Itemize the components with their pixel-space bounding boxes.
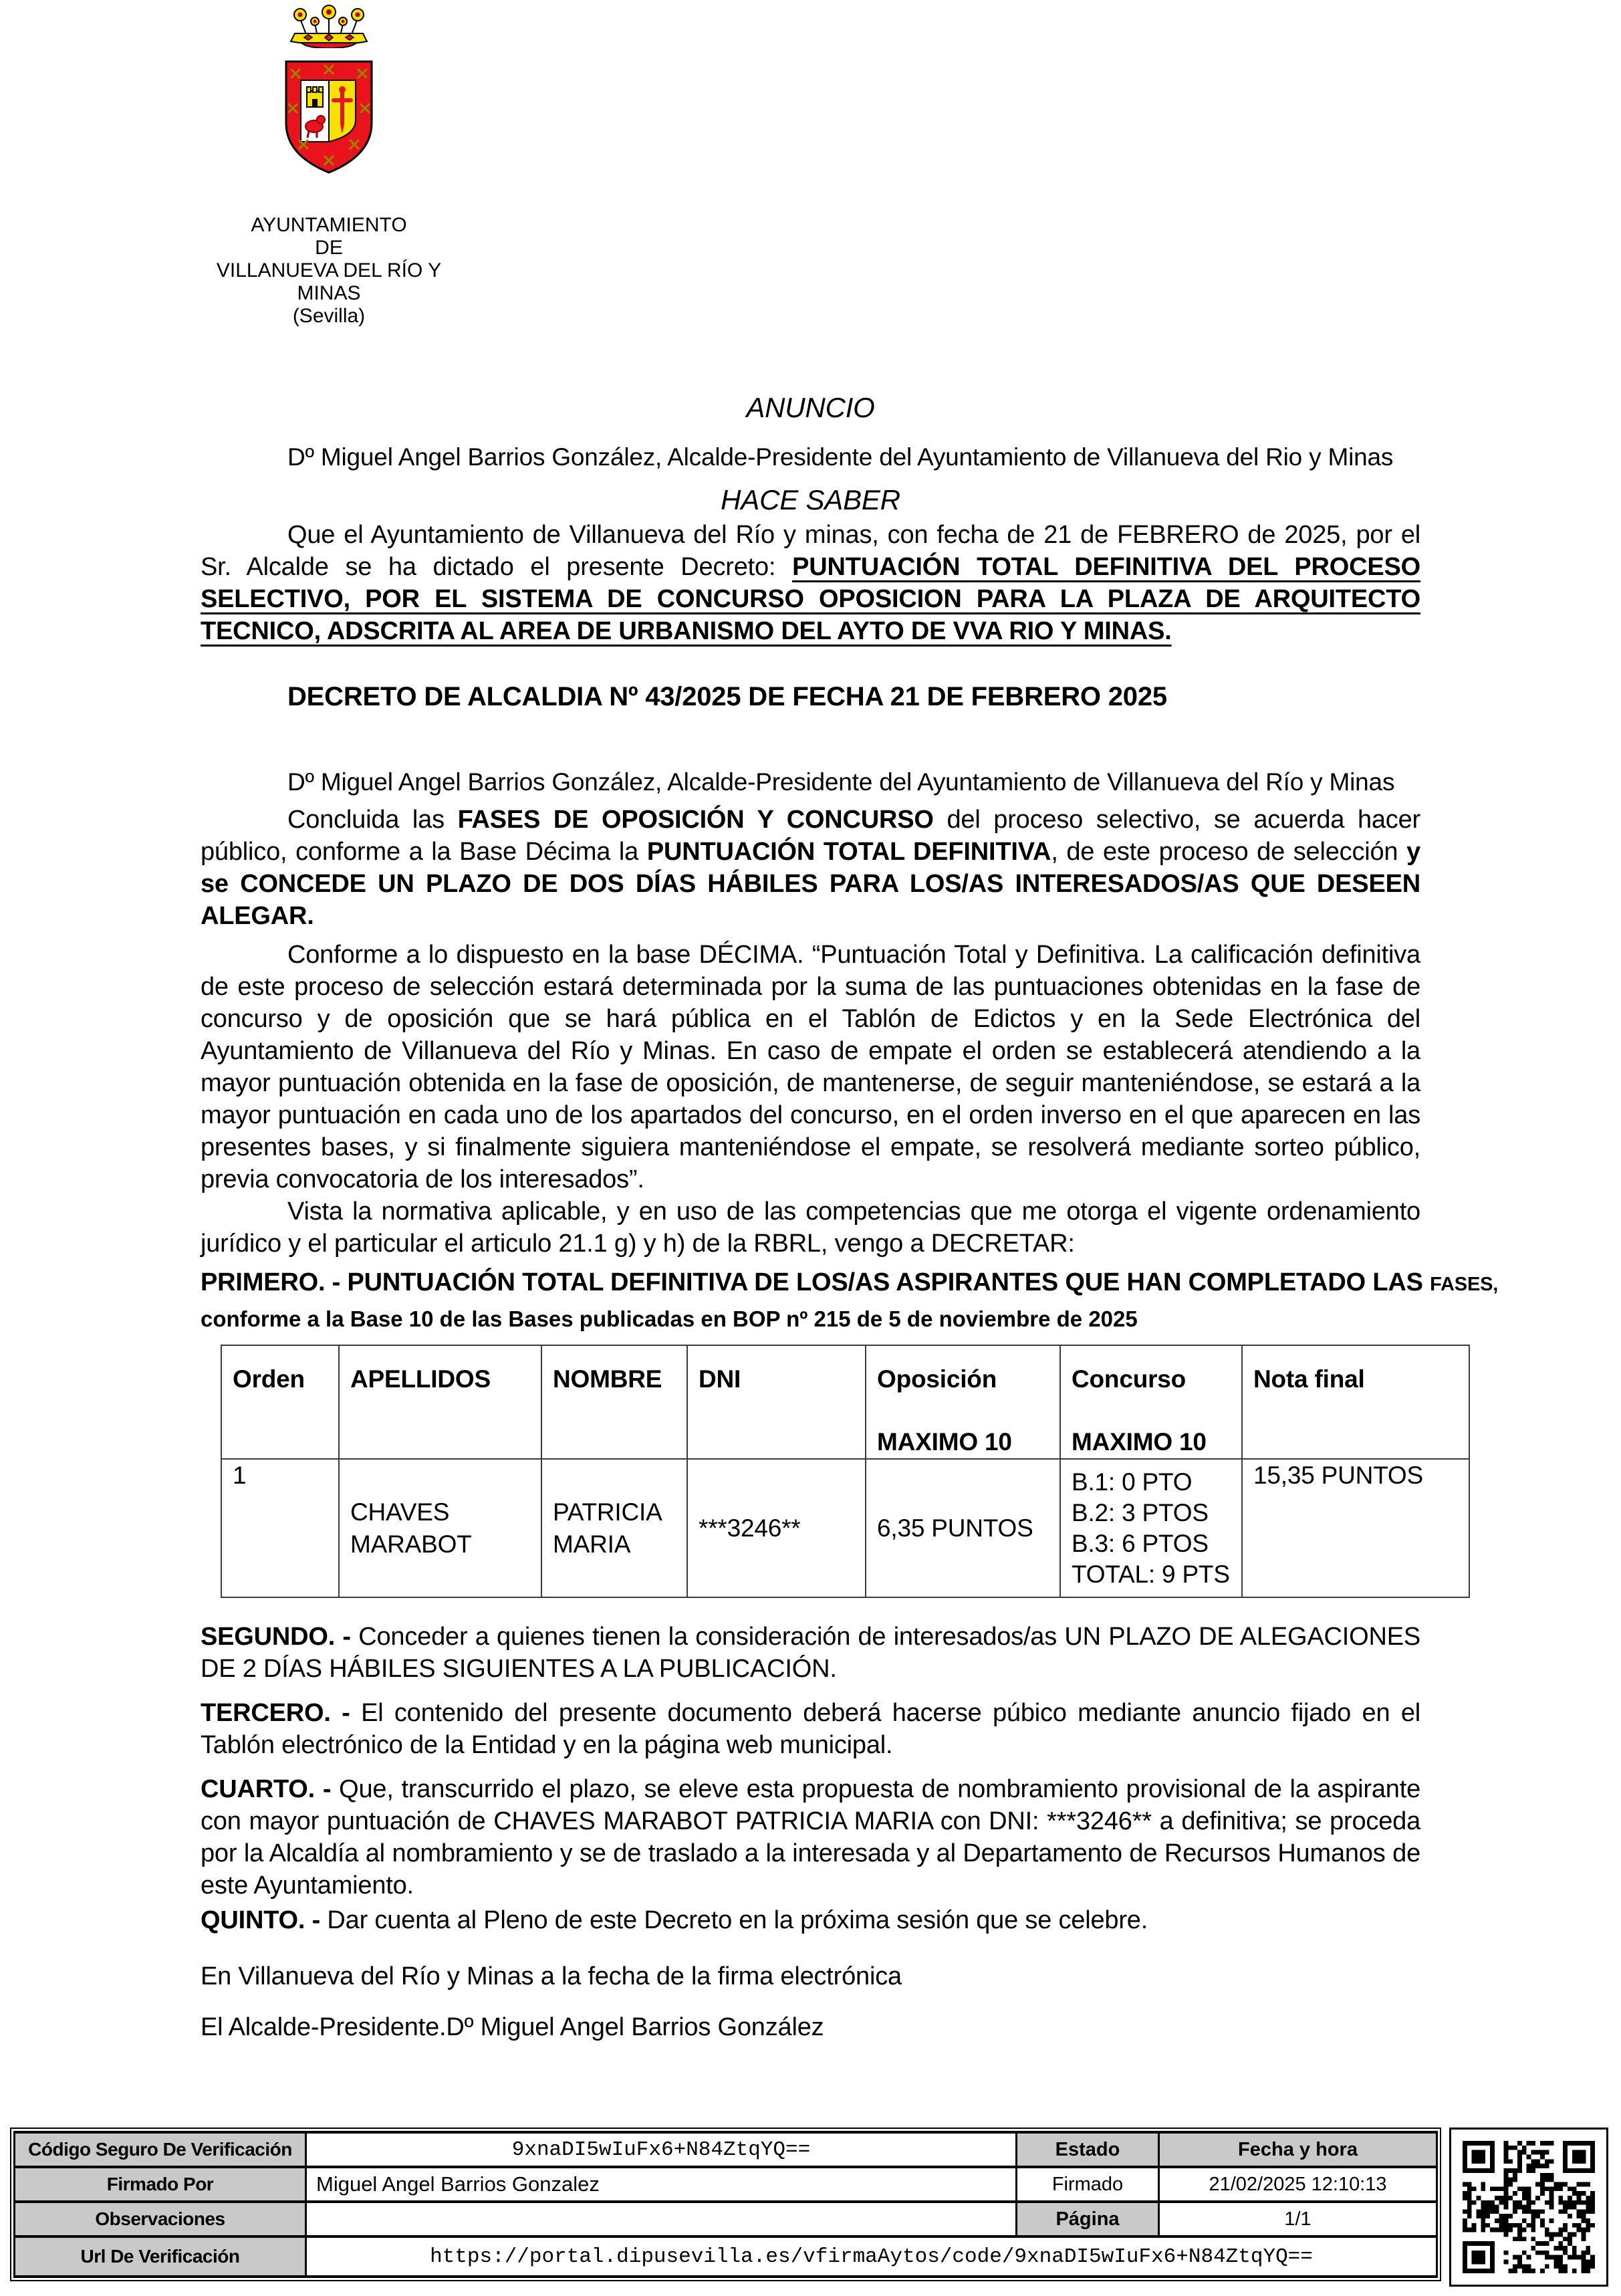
cuarto-text: Que, transcurrido el plazo, se eleve esta propuesta de nombramiento provisional de la aspirante con mayor puntuación de CHAVES MARABOT PATRICIA MARIA con DNI: ***3246** a definitiva; se proceda por la Alcaldía al nombramiento y se de traslado a la interesada y al Departamento de Recursos Humanos de este Ayuntamiento.: [201, 1775, 1420, 1900]
paragraph-vista: Vista la normativa aplicable, y en uso de las competencias que me otorga el vigente ordenamiento jurídico y el particular el articulo 21.1 g) y h) de la RBRL, vengo a DECRETAR:: [201, 1197, 1420, 1258]
primero-main: PRIMERO. - PUNTUACIÓN TOTAL DEFINITIVA DE LOS/AS ASPIRANTES QUE HAN COMPLETADO LAS: [201, 1268, 1430, 1296]
org-line-3: VILLANUEVA DEL RÍO Y MINAS: [216, 259, 442, 304]
document-content: [201, 0, 1499, 2043]
score-table: [221, 1345, 1470, 1598]
col-header-nota-final: Nota final: [1242, 1345, 1469, 1459]
col-header-nombre: NOMBRE: [541, 1345, 687, 1459]
fecha-value: 21/02/2025 12:10:13: [1159, 2167, 1437, 2202]
paragraph-base10: conforme a la Base 10 de las Bases publicadas en BOP nº 215 de 5 de noviembre de 2025: [201, 1306, 1138, 1331]
fecha-header: Fecha y hora: [1159, 2132, 1437, 2167]
cuarto-label: CUARTO. -: [201, 1775, 332, 1803]
col-header-oposicion: [866, 1345, 1060, 1459]
cell-orden: 1: [221, 1459, 339, 1597]
hace-saber-heading: HACE SABER: [721, 484, 900, 515]
observaciones-label: Observaciones: [15, 2202, 306, 2236]
concurso-b1: B.1: 0 PTO: [1072, 1468, 1193, 1496]
verification-table: [13, 2131, 1438, 2278]
firmado-por-label: Firmado Por: [15, 2167, 306, 2202]
crown-icon: [279, 4, 379, 48]
tercero-text: El contenido del presente documento deberá hacerse púbico mediante anuncio fijado en el Tablón electrónico de la Entidad y en la página web municipal.: [201, 1699, 1420, 1759]
concurso-maximo-label: MAXIMO 10: [1072, 1428, 1207, 1456]
cell-nombre: PATRICIA MARIA: [541, 1459, 687, 1597]
observaciones-value: [306, 2202, 1017, 2236]
firmado-row: [15, 2167, 1437, 2202]
paragraph-tercero: [201, 1697, 1420, 1761]
castle-emblem: [307, 87, 323, 107]
url-label: Url De Verificación: [15, 2236, 306, 2277]
concurso-total: TOTAL: 9 PTS: [1072, 1560, 1230, 1588]
url-value: https://portal.dipusevilla.es/vfirmaAytos/code/9xnaDI5wIuFx6+N84ZtqYQ==: [306, 2236, 1437, 2277]
organization-name: [215, 214, 443, 328]
cell-apellidos: CHAVES MARABOT: [339, 1459, 541, 1597]
oposicion-label: Oposición: [877, 1365, 997, 1393]
tercero-label: TERCERO. -: [201, 1699, 350, 1727]
coat-of-arms: [215, 0, 443, 328]
score-table-data-row: [221, 1459, 1469, 1597]
cell-oposicion: 6,35 PUNTOS: [866, 1459, 1060, 1597]
segundo-text: Conceder a quienes tienen la consideración de interesados/as UN PLAZO DE ALEGACIONES DE 2 DÍAS HÁBILES SIGUIENTES A LA PUBLICACIÓN.: [201, 1623, 1420, 1683]
que-normal-text: Que el Ayuntamiento de Villanueva del Río y minas, con fecha de 21 de FEBRERO de 2025, por el Sr. Alcalde se ha dictado el presente Decreto:: [201, 521, 1420, 581]
csv-value: 9xnaDI5wIuFx6+N84ZtqYQ==: [306, 2132, 1017, 2167]
quinto-text: Dar cuenta al Pleno de este Decreto en la próxima sesión que se celebre.: [320, 1906, 1148, 1934]
col-header-dni: DNI: [687, 1345, 866, 1459]
concurso-b2: B.2: 3 PTOS: [1072, 1498, 1209, 1526]
primero-small: FASES,: [1430, 1274, 1499, 1295]
oposicion-maximo-label: MAXIMO 10: [877, 1428, 1012, 1456]
firmado-por-value: Miguel Angel Barrios Gonzalez: [306, 2167, 1017, 2202]
concluida-s2: FASES DE OPOSICIÓN Y CONCURSO: [457, 806, 934, 834]
paragraph-que: [201, 519, 1420, 647]
concluida-s3: del proceso selectivo, se acuerda hacer público, conforme a la Base Décima la: [201, 806, 1420, 866]
decree-title-underlined: PUNTUACIÓN TOTAL DEFINITIVA DEL PROCESO SELECTIVO, POR EL SISTEMA DE CONCURSO OPOSICION PARA LA PLAZA DE ARQUITECTO TECNICO, ADSCRITA AL AREA DE URBANISMO DEL AYTO DE VVA RIO Y MINAS.: [201, 553, 1420, 645]
paragraph-primero: [201, 1266, 1499, 1300]
csv-label: Código Seguro De Verificación: [15, 2132, 306, 2167]
pagina-value: 1/1: [1159, 2202, 1437, 2236]
decreto-heading: DECRETO DE ALCALDIA Nº 43/2025 DE FECHA 21 DE FEBRERO 2025: [287, 682, 1167, 711]
org-line-4: (Sevilla): [292, 305, 366, 327]
pagina-label: Página: [1017, 2202, 1159, 2236]
concluida-s1: Concluida las: [287, 806, 458, 834]
observaciones-row: [15, 2202, 1437, 2236]
page-title: ANUNCIO: [746, 392, 875, 423]
estado-header: Estado: [1017, 2132, 1159, 2167]
paragraph-conforme: Conforme a lo dispuesto en la base DÉCIMA. “Puntuación Total y Definitiva. La calificación definitiva de este proceso de selección estará determinada por la suma de las puntuaciones obtenidas en la fase de concurso y de oposición que se hará pública en el Tablón de Edictos y en la Sede Electrónica del Ayuntamiento de Villanueva del Río y Minas. En caso de empate el orden se establecerá atendiendo a la mayor puntuación obtenida en la fase de oposición, de mantenerse, de seguir manteniéndose, se estará a la mayor puntuación en cada uno de los apartados del concurso, en el orden inverso en el que aparecen en las presentes bases, y si finalmente siguiera manteniéndose el empate, se resolverá mediante sorteo público, previa convocatoria de los interesados”.: [201, 941, 1420, 1193]
cell-nota-final: 15,35 PUNTOS: [1242, 1459, 1469, 1597]
segundo-label: SEGUNDO. -: [201, 1623, 351, 1651]
paragraph-cuarto: [201, 1773, 1420, 1902]
concluida-s6: y se CONCEDE UN PLAZO DE DOS DÍAS HÁBILES PARA LOS/AS INTERESADOS/AS QUE DESEEN ALEGAR.: [201, 838, 1421, 930]
closing-signer-line: El Alcalde-Presidente.Dº Miguel Angel Barrios González: [201, 2013, 824, 2041]
paragraph-quinto: [201, 1904, 1420, 1936]
url-row: [15, 2236, 1437, 2277]
estado-value: Firmado: [1017, 2167, 1159, 2202]
concurso-label: Concurso: [1072, 1365, 1187, 1393]
closing-place-line: En Villanueva del Río y Minas a la fecha de la firma electrónica: [201, 1962, 902, 1990]
col-header-concurso: [1060, 1345, 1242, 1459]
shield-icon: [282, 58, 376, 177]
org-line-2: DE: [315, 237, 343, 259]
csv-row: [15, 2132, 1437, 2167]
quinto-label: QUINTO. -: [201, 1906, 321, 1934]
paragraph-concluida: [201, 804, 1420, 932]
col-header-apellidos: APELLIDOS: [339, 1345, 541, 1459]
score-table-header-row: [221, 1345, 1469, 1459]
cell-concurso: [1060, 1459, 1242, 1597]
qr-code: [1449, 2128, 1608, 2287]
intro-line: Dº Miguel Angel Barrios González, Alcalde-Presidente del Ayuntamiento de Villanueva del Rio y Minas: [287, 443, 1394, 471]
verification-footer: [10, 2128, 1608, 2287]
org-line-1: AYUNTAMIENTO: [251, 214, 407, 236]
concluida-s5: , de este proceso de selección: [1051, 838, 1407, 866]
col-header-orden: Orden: [221, 1345, 339, 1459]
concluida-s4: PUNTUACIÓN TOTAL DEFINITIVA: [646, 838, 1051, 866]
concurso-b3: B.3: 6 PTOS: [1072, 1529, 1209, 1557]
intro-line-2: Dº Miguel Angel Barrios González, Alcalde-Presidente del Ayuntamiento de Villanueva del Río y Minas: [287, 768, 1395, 796]
verification-table-wrap: [10, 2128, 1441, 2281]
cell-dni: ***3246**: [687, 1459, 866, 1597]
paragraph-segundo: [201, 1621, 1420, 1685]
